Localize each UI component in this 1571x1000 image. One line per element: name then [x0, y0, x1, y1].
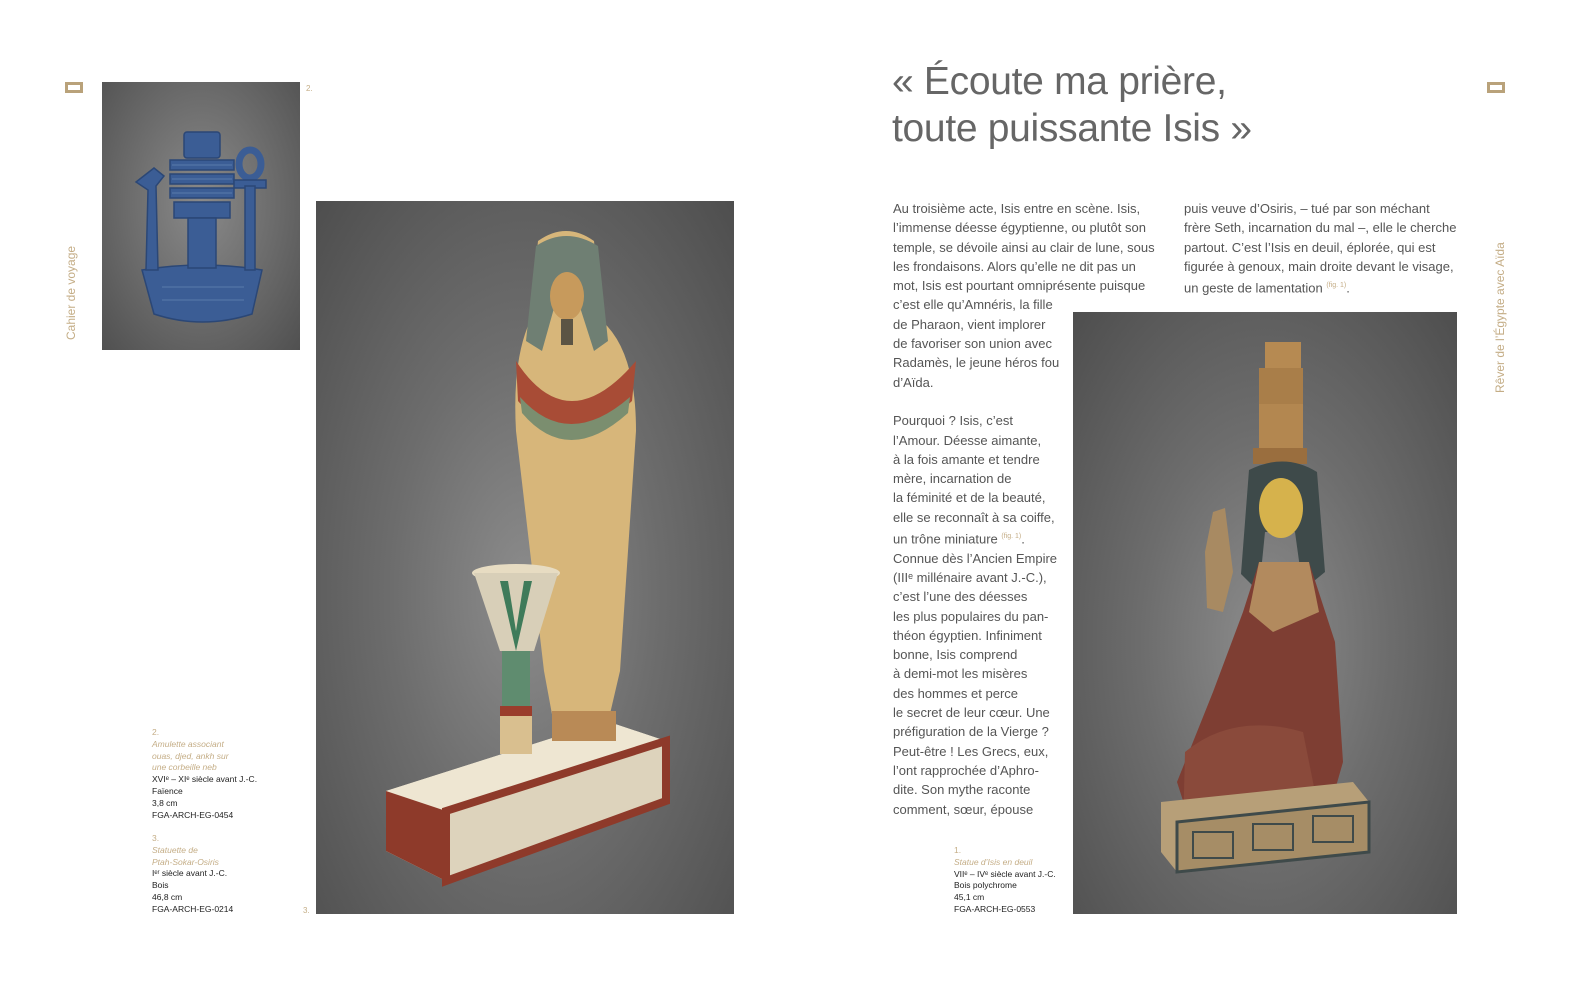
body-text-line: Peut-être ! Les Grecs, eux,	[893, 743, 1049, 759]
isis-statue-photo	[1073, 312, 1457, 914]
right-bracket-mark	[1487, 82, 1505, 93]
caption-ptah	[152, 833, 292, 916]
amulet-photo	[102, 82, 300, 350]
caption-date: VIIᵉ – IVᵉ siècle avant J.-C.	[954, 868, 1056, 879]
caption-title-line: Statue d’Isis en deuil	[954, 856, 1033, 867]
body-text-line: l’Amour. Déesse aimante,	[893, 432, 1042, 448]
body-text-line: temple, se dévoile ainsi au clair de lune, sous	[893, 239, 1155, 255]
body-text-line: de favoriser son union avec	[893, 336, 1052, 352]
caption-number: 1.	[954, 845, 962, 855]
body-text-line: à demi-mot les misères	[893, 666, 1028, 682]
body-text-line: mot, Isis est pourtant omniprésente puisque	[893, 278, 1146, 294]
body-column-2	[1184, 199, 1464, 298]
body-text-line: l’immense déesse égyptienne, ou plutôt son	[893, 220, 1146, 236]
body-text-line: un trône miniature $^{(fig. 1)}$.	[893, 531, 1025, 547]
body-text-line: mère, incarnation de	[893, 471, 1012, 487]
body-text-line: c’est l’une des déesses	[893, 589, 1028, 605]
caption-isis	[954, 845, 1064, 916]
caption-date: XVIᵉ – XIᵉ siècle avant J.-C.	[152, 774, 258, 785]
title-line: toute puissante Isis »	[892, 107, 1252, 150]
body-text-line: les plus populaires du pan-	[893, 608, 1049, 624]
figure-reference[interactable]: (fig. 1)	[1001, 533, 1022, 541]
left-bracket-mark	[65, 82, 83, 93]
caption-amulet	[152, 727, 292, 821]
body-text-line: Connue dès l’Ancien Empire	[893, 550, 1058, 566]
body-text-line: un geste de lamentation $^{(fig. 1)}$.	[1184, 280, 1350, 296]
body-text-line: partout. C’est l’Isis en deuil, éplorée, qui est	[1184, 239, 1436, 255]
body-text-line: comment, sœur, épouse	[893, 801, 1034, 817]
caption-material: Bois polychrome	[954, 880, 1017, 891]
caption-number: 3.	[152, 833, 160, 843]
body-text-line: Au troisième acte, Isis entre en scène. Isis,	[893, 201, 1141, 216]
body-text-line: puis veuve d’Osiris, – tué par son méchant	[1184, 201, 1430, 216]
ptah-statuette-illustration	[316, 201, 734, 914]
caption-inventory: FGA-ARCH-EG-0214	[152, 903, 234, 914]
caption-size: 45,1 cm	[954, 892, 985, 903]
body-text-line: la féminité et de la beauté,	[893, 490, 1046, 506]
caption-material: Faïence	[152, 785, 183, 796]
body-text-line: frère Seth, incarnation du mal –, elle le cherche	[1184, 220, 1457, 236]
body-text-line: des hommes et perce	[893, 685, 1019, 701]
body-text-line: Radamès, le jeune héros fou	[893, 355, 1060, 371]
body-text-line: elle se reconnaît à sa coiffe,	[893, 509, 1055, 525]
caption-inventory: FGA-ARCH-EG-0553	[954, 903, 1036, 914]
body-text-line: les frondaisons. Alors qu’elle ne dit pas un	[893, 258, 1136, 274]
caption-size: 46,8 cm	[152, 891, 183, 902]
body-text-line: (IIIᵉ millénaire avant J.-C.),	[893, 569, 1047, 585]
caption-title-line: Amulette associant	[152, 738, 224, 749]
caption-inventory: FGA-ARCH-EG-0454	[152, 809, 234, 820]
body-text-line: c’est elle qu’Amnéris, la fille	[893, 297, 1053, 313]
caption-date: Iᵉʳ siècle avant J.-C.	[152, 868, 228, 879]
small-photo-fig-number: 2.	[306, 84, 313, 93]
page-title	[892, 58, 1452, 152]
body-text-line: l’ont rapprochée d’Aphro-	[893, 762, 1039, 778]
right-running-head: Rêver de l’Égypte avec Aïda	[1493, 242, 1507, 393]
figure-reference[interactable]: (fig. 1)	[1326, 282, 1347, 290]
body-text-line: figurée à genoux, main droite devant le visage,	[1184, 258, 1454, 274]
body-text-line: Pourquoi ? Isis, c’est	[893, 413, 1013, 429]
caption-material: Bois	[152, 880, 169, 891]
caption-title-line: une corbeille neb	[152, 762, 217, 773]
caption-size: 3,8 cm	[152, 797, 178, 808]
body-text-line: préfiguration de la Vierge ?	[893, 724, 1049, 740]
body-text-line: bonne, Isis comprend	[893, 647, 1018, 663]
amulet-illustration	[102, 82, 300, 350]
body-text-line: de Pharaon, vient implorer	[893, 316, 1046, 332]
caption-title-line: Ptah-Sokar-Osiris	[152, 856, 219, 867]
body-text-line: dite. Son mythe raconte	[893, 782, 1031, 798]
body-text-line: le secret de leur cœur. Une	[893, 705, 1050, 721]
caption-title-line: ouas, djed, ankh sur	[152, 750, 229, 761]
body-text-line: à la fois amante et tendre	[893, 451, 1040, 467]
body-text-line: d’Aïda.	[893, 374, 934, 390]
large-photo-fig-number: 3.	[303, 906, 310, 915]
title-line: « Écoute ma prière,	[892, 60, 1227, 103]
isis-statue-illustration	[1073, 312, 1457, 914]
caption-number: 2.	[152, 727, 160, 737]
body-text-line: théon égyptien. Infiniment	[893, 627, 1042, 643]
left-running-head: Cahier de voyage	[64, 245, 78, 340]
ptah-sokar-osiris-photo	[316, 201, 734, 914]
caption-title-line: Statuette de	[152, 844, 198, 855]
